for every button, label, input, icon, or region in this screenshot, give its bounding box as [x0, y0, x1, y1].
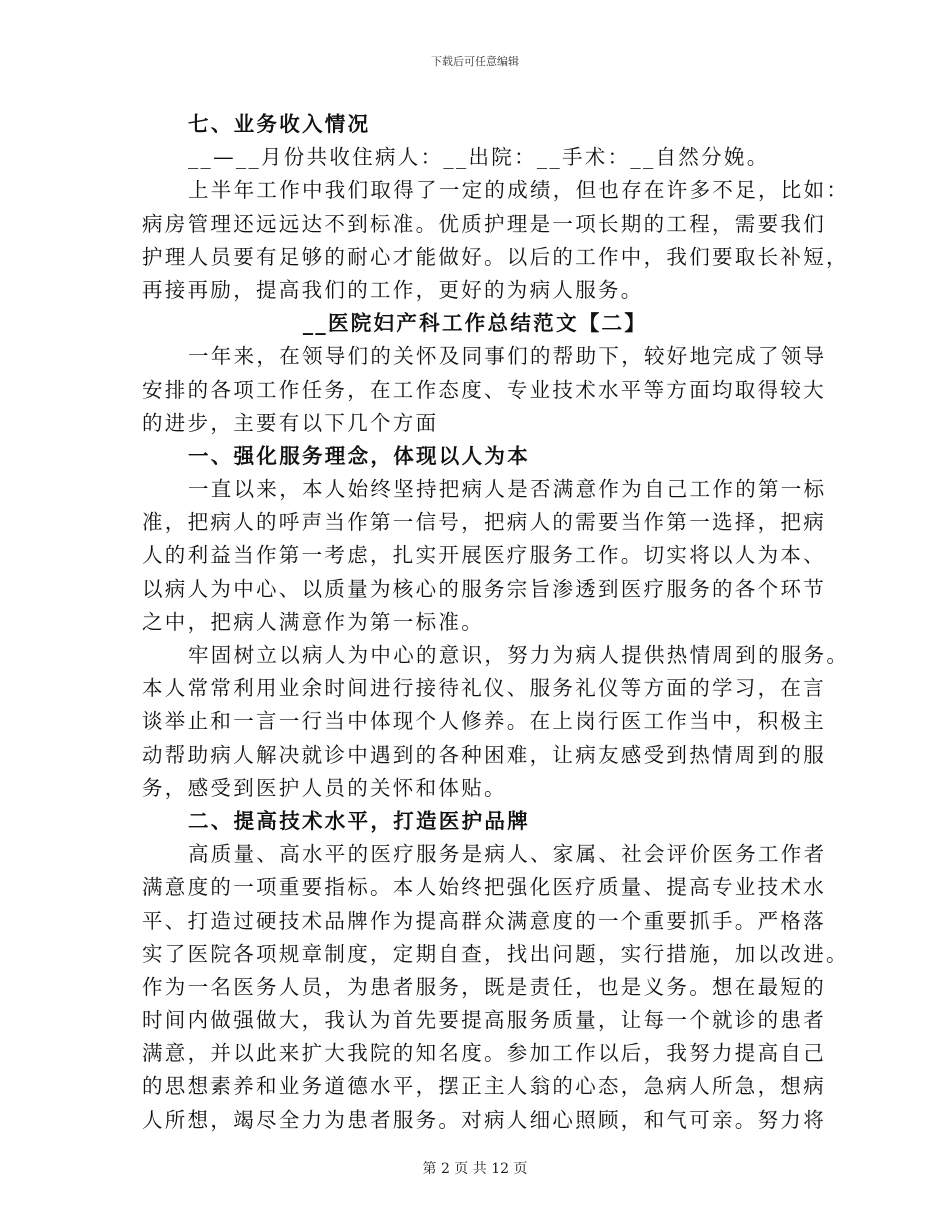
paragraph-first-line: 上半年工作中我们取得了一定的成绩，但也存在许多不足，比如： — [188, 178, 850, 203]
paragraph-first-line: 牢固树立以病人为中心的意识，努力为病人提供热情周到的服务。 — [188, 643, 850, 667]
paragraph-line: 安排的各项工作任务，在工作态度、专业技术水平等方面均取得较大 — [142, 377, 826, 402]
document-body — [142, 108, 850, 1137]
paragraph-first-line: __—__月份共收住病人：__出院：__手术：__自然分娩。 — [188, 145, 770, 170]
paragraph-line: 人的利益当作第一考虑，扎实开展医疗服务工作。切实将以人为本、 — [142, 543, 826, 568]
paragraph-line: 满意度的一项重要指标。本人始终把强化医疗质量、提高专业技术水 — [142, 875, 826, 900]
page-header-note: 下载后可任意编辑 — [431, 55, 519, 68]
paragraph-first-line: 一直以来，本人始终坚持把病人是否满意作为自己工作的第一标 — [188, 477, 827, 502]
paragraph-first-line: 一年来，在领导们的关怀及同事们的帮助下，较好地完成了领导 — [188, 344, 827, 369]
paragraph-line: 准，把病人的呼声当作第一信号，把病人的需要当作第一选择，把病 — [142, 510, 826, 535]
paragraph-line: 以病人为中心、以质量为核心的服务宗旨渗透到医疗服务的各个环节 — [142, 576, 826, 601]
paragraph-first-line: 高质量、高水平的医疗服务是病人、家属、社会评价医务工作者 — [188, 842, 827, 867]
paragraph-line: 病房管理还远远达不到标准。优质护理是一项长期的工程，需要我们 — [142, 211, 826, 236]
paragraph-line: 满意，并以此来扩大我院的知名度。参加工作以后，我努力提高自己 — [142, 1041, 826, 1066]
page-footer: 第 2 页 共 12 页 — [422, 1161, 528, 1177]
paragraph-line: 再接再励，提高我们的工作，更好的为病人服务。 — [142, 277, 644, 302]
paragraph-line: 平、打造过硬技术品牌作为提高群众满意度的一个重要抓手。严格落 — [142, 908, 826, 933]
paragraph-line: 务，感受到医护人员的关怀和体贴。 — [142, 775, 507, 800]
paragraph-line: 的进步，主要有以下几个方面 — [142, 410, 439, 435]
paragraph-line: 谈举止和一言一行当中体现个人修养。在上岗行医工作当中，积极主 — [142, 709, 826, 734]
section-heading: 一、强化服务理念，体现以人为本 — [188, 443, 530, 468]
paragraph-line: 作为一名医务人员，为患者服务，既是责任，也是义务。想在最短的 — [142, 974, 826, 999]
paragraph-line: 本人常常利用业余时间进行接待礼仪、服务礼仪等方面的学习，在言 — [142, 676, 826, 701]
paragraph-line: 人所想，竭尽全力为患者服务。对病人细心照顾，和气可亲。努力将 — [142, 1107, 826, 1132]
document-title: __医院妇产科工作总结范文【二】 — [302, 311, 648, 336]
paragraph-line: 时间内做强做大，我认为首先要提高服务质量，让每一个就诊的患者 — [142, 1008, 826, 1033]
paragraph-line: 之中，把病人满意作为第一标准。 — [142, 609, 484, 634]
section-heading: 二、提高技术水平，打造医护品牌 — [188, 808, 530, 833]
paragraph-line: 实了医院各项规章制度，定期自查，找出问题，实行措施，加以改进。 — [142, 941, 849, 966]
paragraph-line: 的思想素养和业务道德水平，摆正主人翁的心态，急病人所急，想病 — [142, 1074, 826, 1099]
paragraph-line: 护理人员要有足够的耐心才能做好。以后的工作中，我们要取长补短， — [142, 244, 849, 269]
paragraph-line: 动帮助病人解决就诊中遇到的各种困难，让病友感受到热情周到的服 — [142, 742, 826, 767]
section-heading: 七、业务收入情况 — [188, 112, 371, 136]
